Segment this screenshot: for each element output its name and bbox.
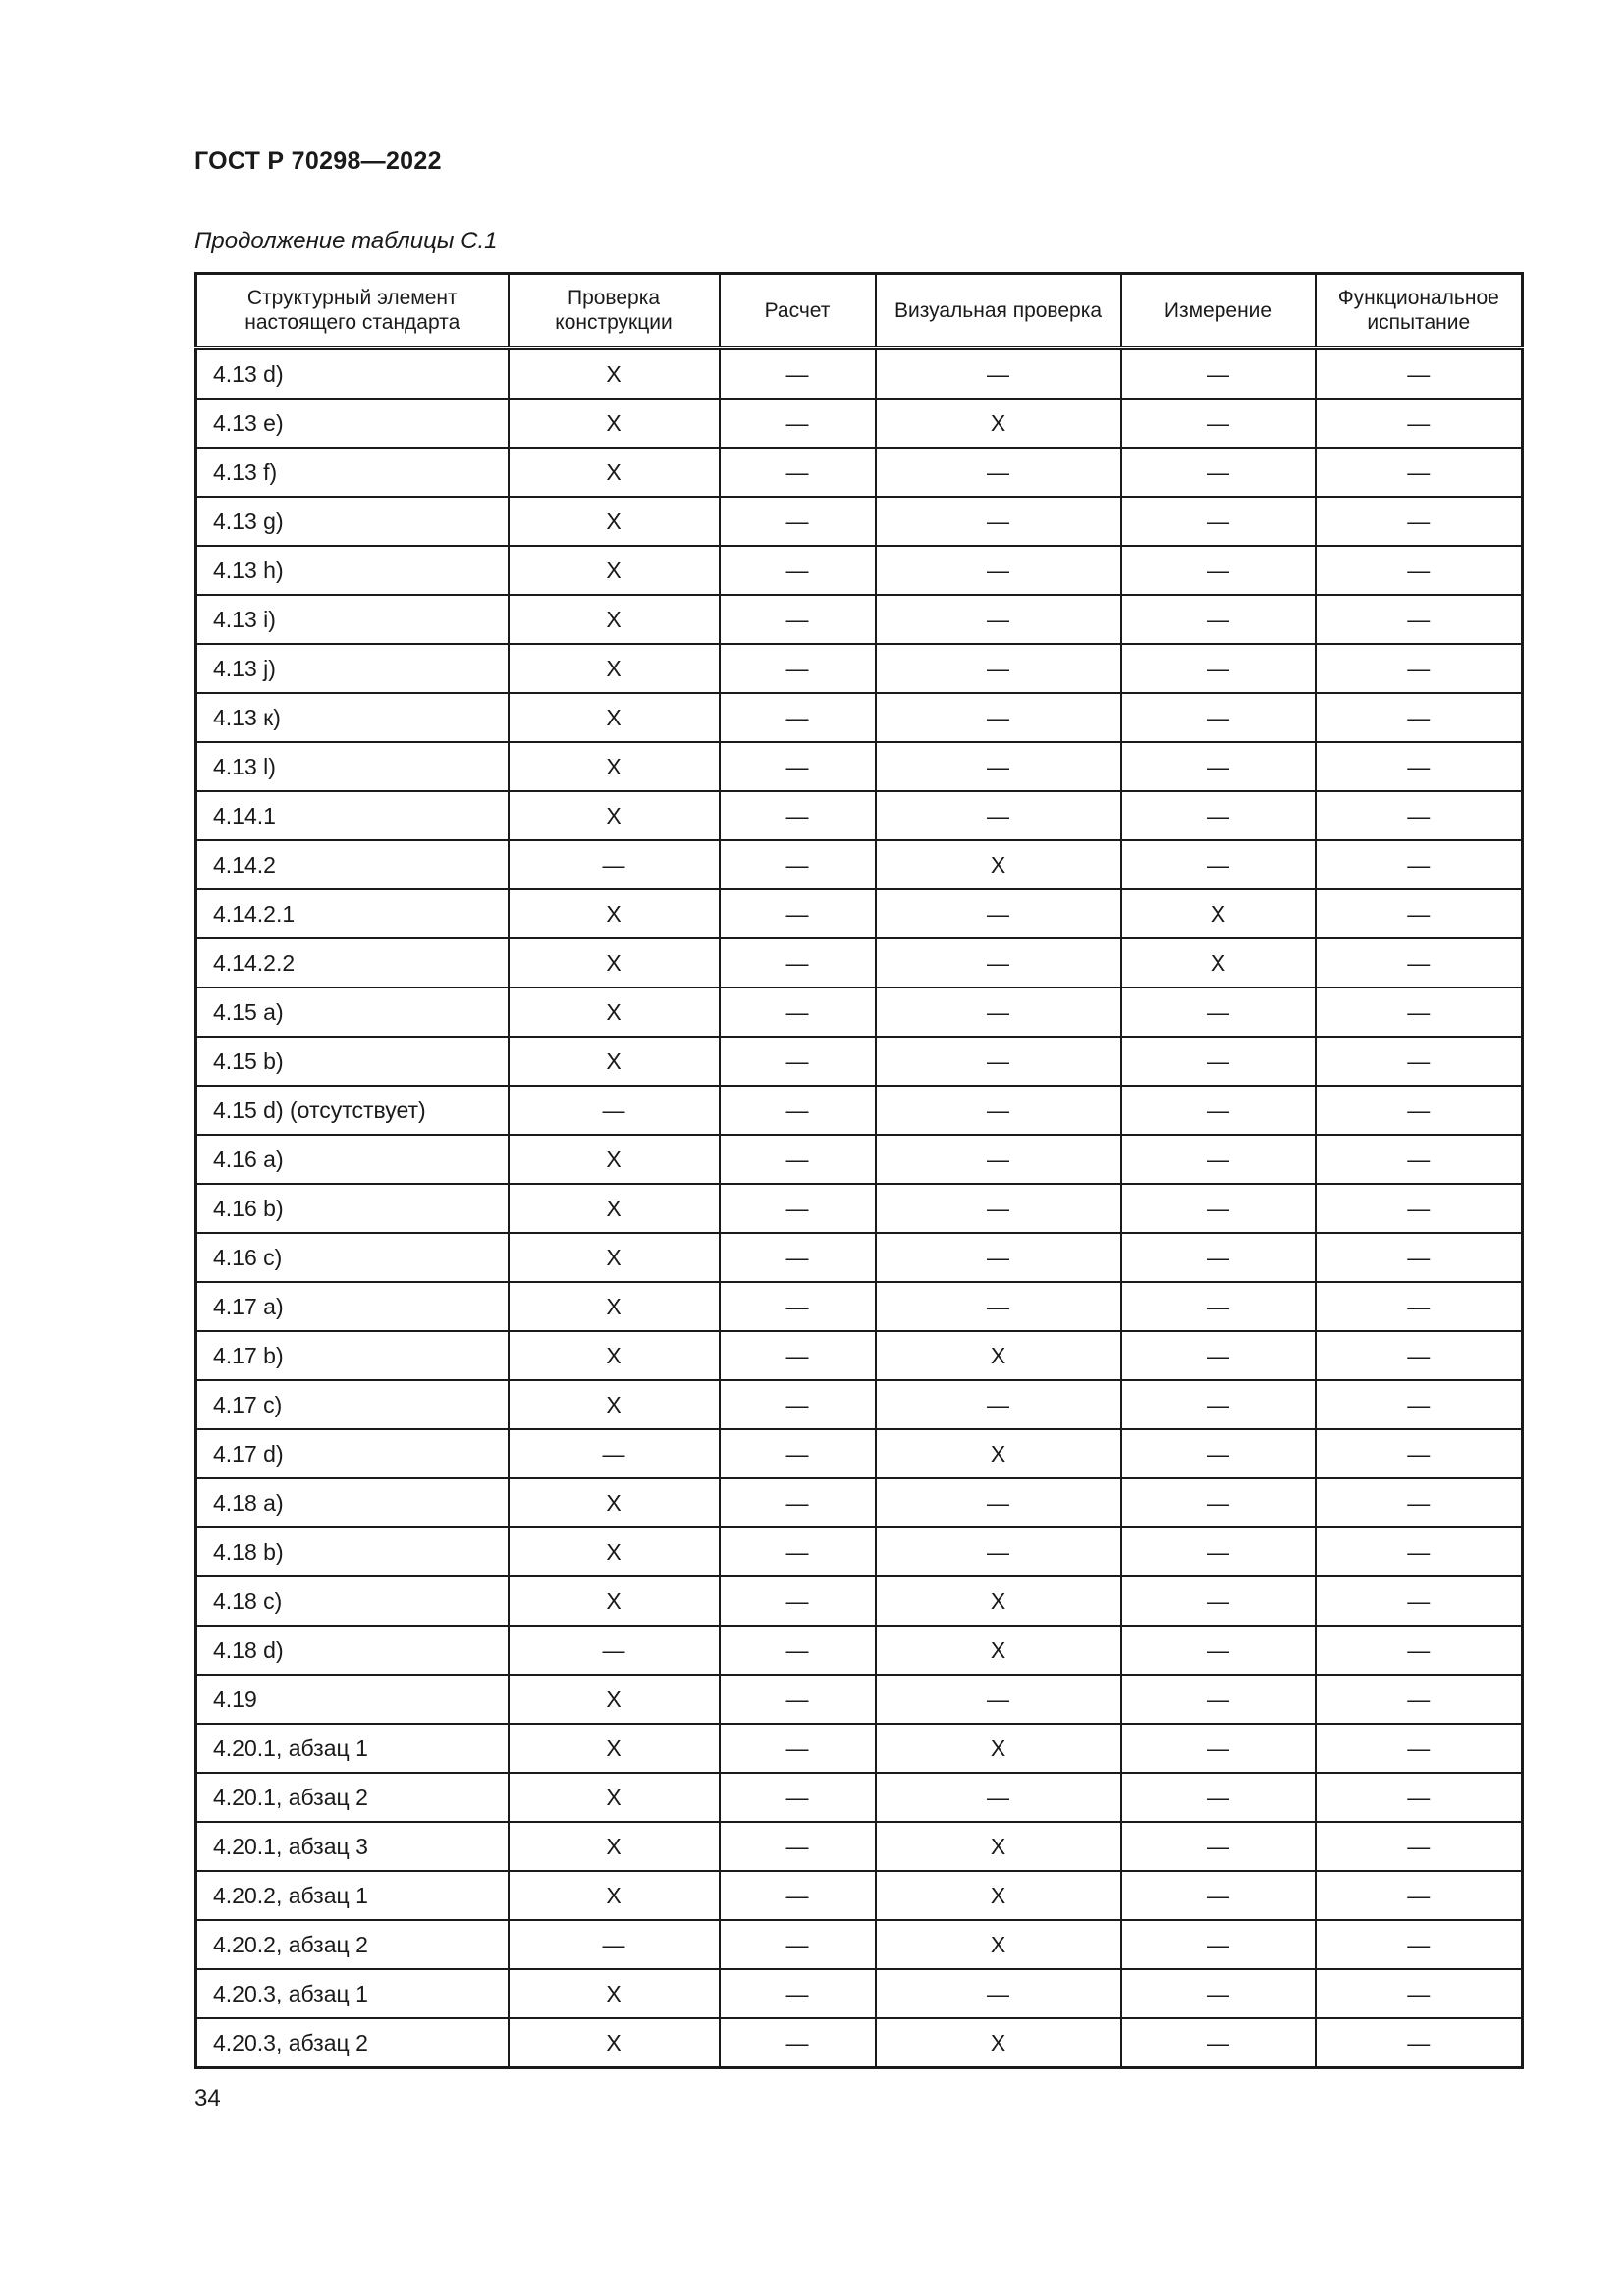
cell-functional-test: — [1316, 938, 1523, 988]
cell-visual-check: — [876, 348, 1121, 400]
cell-design-check: X [509, 348, 720, 400]
cell-structural-element: 4.13 e) [196, 399, 509, 448]
cell-measurement: — [1121, 1724, 1316, 1773]
table-row [196, 693, 1523, 742]
cell-visual-check: — [876, 546, 1121, 595]
cell-calculation: — [720, 595, 876, 644]
cell-structural-element: 4.13 h) [196, 546, 509, 595]
table-row [196, 595, 1523, 644]
cell-visual-check: X [876, 2018, 1121, 2068]
cell-visual-check: — [876, 1773, 1121, 1822]
cell-calculation: — [720, 1380, 876, 1429]
cell-structural-element: 4.20.3, абзац 2 [196, 2018, 509, 2068]
cell-calculation: — [720, 497, 876, 546]
cell-structural-element: 4.17 c) [196, 1380, 509, 1429]
cell-design-check: X [509, 399, 720, 448]
cell-structural-element: 4.20.1, абзац 3 [196, 1822, 509, 1871]
cell-calculation: — [720, 399, 876, 448]
cell-functional-test: — [1316, 889, 1523, 938]
cell-measurement: — [1121, 693, 1316, 742]
cell-functional-test: — [1316, 546, 1523, 595]
cell-measurement: — [1121, 1429, 1316, 1478]
column-header-element: Структурный элемент настоящего стандарта [196, 274, 509, 348]
cell-structural-element: 4.20.2, абзац 2 [196, 1920, 509, 1969]
cell-calculation: — [720, 2018, 876, 2068]
table-row [196, 1724, 1523, 1773]
cell-design-check: X [509, 889, 720, 938]
cell-calculation: — [720, 889, 876, 938]
column-header-functional-test: Функциональное испытание [1316, 274, 1523, 348]
table-header [196, 274, 1523, 348]
cell-functional-test: — [1316, 1822, 1523, 1871]
cell-structural-element: 4.13 j) [196, 644, 509, 693]
cell-calculation: — [720, 644, 876, 693]
column-header-visual-check: Визуальная проверка [876, 274, 1121, 348]
table-row [196, 2018, 1523, 2068]
cell-measurement: — [1121, 1969, 1316, 2018]
cell-structural-element: 4.17 a) [196, 1282, 509, 1331]
page-number: 34 [194, 2085, 221, 2111]
cell-calculation: — [720, 1576, 876, 1626]
table-row [196, 1576, 1523, 1626]
table-row [196, 1086, 1523, 1135]
cell-visual-check: — [876, 497, 1121, 546]
cell-visual-check: — [876, 1037, 1121, 1086]
cell-design-check: X [509, 1822, 720, 1871]
table-row [196, 1478, 1523, 1527]
cell-functional-test: — [1316, 1576, 1523, 1626]
cell-structural-element: 4.14.1 [196, 791, 509, 840]
table-row [196, 988, 1523, 1037]
cell-measurement: — [1121, 1626, 1316, 1675]
cell-structural-element: 4.20.2, абзац 1 [196, 1871, 509, 1920]
cell-measurement: — [1121, 840, 1316, 889]
cell-visual-check: — [876, 693, 1121, 742]
cell-functional-test: — [1316, 1871, 1523, 1920]
cell-design-check: X [509, 644, 720, 693]
cell-measurement: — [1121, 497, 1316, 546]
cell-measurement: — [1121, 742, 1316, 791]
cell-design-check: X [509, 791, 720, 840]
cell-visual-check: — [876, 791, 1121, 840]
cell-design-check: X [509, 1282, 720, 1331]
table-caption: Продолжение таблицы С.1 [194, 228, 498, 254]
cell-visual-check: — [876, 1184, 1121, 1233]
cell-functional-test: — [1316, 448, 1523, 497]
table-row [196, 889, 1523, 938]
cell-structural-element: 4.13 f) [196, 448, 509, 497]
cell-design-check: X [509, 1675, 720, 1724]
cell-design-check: X [509, 988, 720, 1037]
table-row [196, 399, 1523, 448]
cell-functional-test: — [1316, 1724, 1523, 1773]
table-row [196, 497, 1523, 546]
cell-structural-element: 4.13 i) [196, 595, 509, 644]
table-row [196, 1233, 1523, 1282]
table-row [196, 1675, 1523, 1724]
cell-design-check: X [509, 1576, 720, 1626]
cell-visual-check: — [876, 988, 1121, 1037]
cell-measurement: — [1121, 1282, 1316, 1331]
cell-functional-test: — [1316, 1626, 1523, 1675]
cell-functional-test: — [1316, 693, 1523, 742]
cell-measurement: — [1121, 1576, 1316, 1626]
cell-calculation: — [720, 1478, 876, 1527]
cell-visual-check: — [876, 1969, 1121, 2018]
cell-visual-check: X [876, 1429, 1121, 1478]
cell-design-check: X [509, 1871, 720, 1920]
cell-design-check: X [509, 742, 720, 791]
cell-visual-check: — [876, 1527, 1121, 1576]
cell-calculation: — [720, 1184, 876, 1233]
cell-design-check: X [509, 1773, 720, 1822]
table-row [196, 1527, 1523, 1576]
cell-functional-test: — [1316, 1380, 1523, 1429]
cell-functional-test: — [1316, 644, 1523, 693]
table-row [196, 1380, 1523, 1429]
cell-design-check: X [509, 546, 720, 595]
cell-calculation: — [720, 1527, 876, 1576]
cell-calculation: — [720, 1135, 876, 1184]
cell-measurement: — [1121, 1037, 1316, 1086]
cell-structural-element: 4.18 d) [196, 1626, 509, 1675]
cell-visual-check: — [876, 1282, 1121, 1331]
cell-structural-element: 4.18 a) [196, 1478, 509, 1527]
cell-calculation: — [720, 1871, 876, 1920]
cell-design-check: X [509, 2018, 720, 2068]
cell-design-check: — [509, 1920, 720, 1969]
cell-calculation: — [720, 840, 876, 889]
cell-structural-element: 4.13 к) [196, 693, 509, 742]
table-row [196, 1822, 1523, 1871]
table-row [196, 1920, 1523, 1969]
table-row [196, 742, 1523, 791]
cell-measurement: — [1121, 1380, 1316, 1429]
cell-calculation: — [720, 1626, 876, 1675]
cell-measurement: — [1121, 1822, 1316, 1871]
cell-calculation: — [720, 742, 876, 791]
cell-structural-element: 4.14.2.2 [196, 938, 509, 988]
cell-visual-check: — [876, 1135, 1121, 1184]
table-row [196, 546, 1523, 595]
cell-measurement: — [1121, 1184, 1316, 1233]
cell-functional-test: — [1316, 1675, 1523, 1724]
cell-visual-check: X [876, 1822, 1121, 1871]
cell-design-check: X [509, 1135, 720, 1184]
column-header-measurement: Измерение [1121, 274, 1316, 348]
cell-functional-test: — [1316, 988, 1523, 1037]
cell-visual-check: — [876, 1675, 1121, 1724]
cell-design-check: X [509, 1233, 720, 1282]
cell-structural-element: 4.18 b) [196, 1527, 509, 1576]
table-row [196, 840, 1523, 889]
table-row [196, 1282, 1523, 1331]
cell-measurement: — [1121, 1675, 1316, 1724]
cell-design-check: — [509, 1086, 720, 1135]
cell-functional-test: — [1316, 1527, 1523, 1576]
cell-visual-check: — [876, 1478, 1121, 1527]
cell-visual-check: X [876, 1576, 1121, 1626]
cell-design-check: — [509, 1429, 720, 1478]
cell-structural-element: 4.13 g) [196, 497, 509, 546]
cell-measurement: X [1121, 889, 1316, 938]
cell-measurement: — [1121, 1773, 1316, 1822]
cell-measurement: — [1121, 791, 1316, 840]
cell-measurement: — [1121, 1871, 1316, 1920]
cell-functional-test: — [1316, 2018, 1523, 2068]
table-body [196, 348, 1523, 2068]
cell-measurement: — [1121, 448, 1316, 497]
cell-measurement: — [1121, 1233, 1316, 1282]
table-row [196, 1135, 1523, 1184]
cell-functional-test: — [1316, 1920, 1523, 1969]
cell-structural-element: 4.13 l) [196, 742, 509, 791]
cell-visual-check: — [876, 448, 1121, 497]
cell-functional-test: — [1316, 1233, 1523, 1282]
cell-design-check: — [509, 840, 720, 889]
table-row [196, 791, 1523, 840]
cell-measurement: — [1121, 1478, 1316, 1527]
cell-calculation: — [720, 448, 876, 497]
cell-measurement: — [1121, 1331, 1316, 1380]
cell-functional-test: — [1316, 1282, 1523, 1331]
cell-functional-test: — [1316, 399, 1523, 448]
cell-design-check: X [509, 1969, 720, 2018]
cell-design-check: X [509, 1331, 720, 1380]
cell-measurement: — [1121, 1086, 1316, 1135]
table-row [196, 1037, 1523, 1086]
cell-functional-test: — [1316, 1086, 1523, 1135]
cell-design-check: X [509, 1037, 720, 1086]
table-row [196, 348, 1523, 400]
cell-structural-element: 4.17 d) [196, 1429, 509, 1478]
cell-calculation: — [720, 1331, 876, 1380]
table-row [196, 1626, 1523, 1675]
cell-design-check: X [509, 448, 720, 497]
cell-measurement: — [1121, 399, 1316, 448]
cell-visual-check: X [876, 840, 1121, 889]
cell-measurement: X [1121, 938, 1316, 988]
cell-visual-check: X [876, 1724, 1121, 1773]
column-header-design-check: Проверка конструкции [509, 274, 720, 348]
table-row [196, 1429, 1523, 1478]
cell-visual-check: X [876, 1920, 1121, 1969]
cell-design-check: — [509, 1626, 720, 1675]
cell-calculation: — [720, 1429, 876, 1478]
cell-structural-element: 4.16 b) [196, 1184, 509, 1233]
table-row [196, 1969, 1523, 2018]
verification-table [194, 272, 1524, 2069]
cell-visual-check: — [876, 889, 1121, 938]
cell-design-check: X [509, 1184, 720, 1233]
cell-functional-test: — [1316, 348, 1523, 400]
cell-measurement: — [1121, 1920, 1316, 1969]
cell-calculation: — [720, 1675, 876, 1724]
cell-design-check: X [509, 497, 720, 546]
cell-calculation: — [720, 938, 876, 988]
cell-functional-test: — [1316, 1135, 1523, 1184]
cell-calculation: — [720, 1773, 876, 1822]
table-row [196, 938, 1523, 988]
cell-measurement: — [1121, 546, 1316, 595]
column-header-calculation: Расчет [720, 274, 876, 348]
cell-functional-test: — [1316, 595, 1523, 644]
cell-calculation: — [720, 1724, 876, 1773]
cell-measurement: — [1121, 644, 1316, 693]
cell-visual-check: — [876, 1233, 1121, 1282]
cell-functional-test: — [1316, 497, 1523, 546]
cell-visual-check: — [876, 742, 1121, 791]
cell-visual-check: — [876, 938, 1121, 988]
table-row [196, 644, 1523, 693]
cell-calculation: — [720, 1282, 876, 1331]
cell-structural-element: 4.18 c) [196, 1576, 509, 1626]
table-row [196, 1871, 1523, 1920]
cell-calculation: — [720, 1037, 876, 1086]
cell-calculation: — [720, 348, 876, 400]
cell-design-check: X [509, 1478, 720, 1527]
cell-structural-element: 4.13 d) [196, 348, 509, 400]
cell-measurement: — [1121, 988, 1316, 1037]
cell-design-check: X [509, 938, 720, 988]
cell-structural-element: 4.19 [196, 1675, 509, 1724]
cell-visual-check: X [876, 1331, 1121, 1380]
cell-functional-test: — [1316, 1184, 1523, 1233]
cell-measurement: — [1121, 1135, 1316, 1184]
cell-visual-check: X [876, 1871, 1121, 1920]
table-row [196, 448, 1523, 497]
cell-structural-element: 4.14.2.1 [196, 889, 509, 938]
cell-visual-check: — [876, 595, 1121, 644]
cell-visual-check: — [876, 1086, 1121, 1135]
cell-calculation: — [720, 546, 876, 595]
cell-design-check: X [509, 693, 720, 742]
table-header-row [196, 274, 1523, 348]
cell-calculation: — [720, 1086, 876, 1135]
cell-visual-check: X [876, 399, 1121, 448]
cell-structural-element: 4.20.1, абзац 1 [196, 1724, 509, 1773]
cell-structural-element: 4.15 a) [196, 988, 509, 1037]
cell-measurement: — [1121, 348, 1316, 400]
cell-structural-element: 4.15 d) (отсутствует) [196, 1086, 509, 1135]
cell-functional-test: — [1316, 1429, 1523, 1478]
cell-calculation: — [720, 1233, 876, 1282]
cell-functional-test: — [1316, 1969, 1523, 2018]
cell-structural-element: 4.20.1, абзац 2 [196, 1773, 509, 1822]
cell-visual-check: X [876, 1626, 1121, 1675]
table-row [196, 1184, 1523, 1233]
cell-functional-test: — [1316, 1037, 1523, 1086]
table-row [196, 1773, 1523, 1822]
cell-design-check: X [509, 1724, 720, 1773]
cell-visual-check: — [876, 1380, 1121, 1429]
cell-measurement: — [1121, 2018, 1316, 2068]
cell-calculation: — [720, 1969, 876, 2018]
cell-structural-element: 4.14.2 [196, 840, 509, 889]
cell-functional-test: — [1316, 1773, 1523, 1822]
cell-calculation: — [720, 1822, 876, 1871]
cell-calculation: — [720, 1920, 876, 1969]
cell-functional-test: — [1316, 1478, 1523, 1527]
cell-calculation: — [720, 988, 876, 1037]
table-row [196, 1331, 1523, 1380]
cell-structural-element: 4.16 c) [196, 1233, 509, 1282]
cell-functional-test: — [1316, 1331, 1523, 1380]
cell-calculation: — [720, 693, 876, 742]
cell-functional-test: — [1316, 791, 1523, 840]
cell-calculation: — [720, 791, 876, 840]
cell-visual-check: — [876, 644, 1121, 693]
cell-design-check: X [509, 595, 720, 644]
cell-design-check: X [509, 1527, 720, 1576]
cell-structural-element: 4.15 b) [196, 1037, 509, 1086]
document-code: ГОСТ Р 70298—2022 [194, 147, 442, 175]
cell-measurement: — [1121, 595, 1316, 644]
cell-structural-element: 4.20.3, абзац 1 [196, 1969, 509, 2018]
cell-measurement: — [1121, 1527, 1316, 1576]
cell-structural-element: 4.16 a) [196, 1135, 509, 1184]
cell-functional-test: — [1316, 840, 1523, 889]
cell-structural-element: 4.17 b) [196, 1331, 509, 1380]
cell-functional-test: — [1316, 742, 1523, 791]
cell-design-check: X [509, 1380, 720, 1429]
